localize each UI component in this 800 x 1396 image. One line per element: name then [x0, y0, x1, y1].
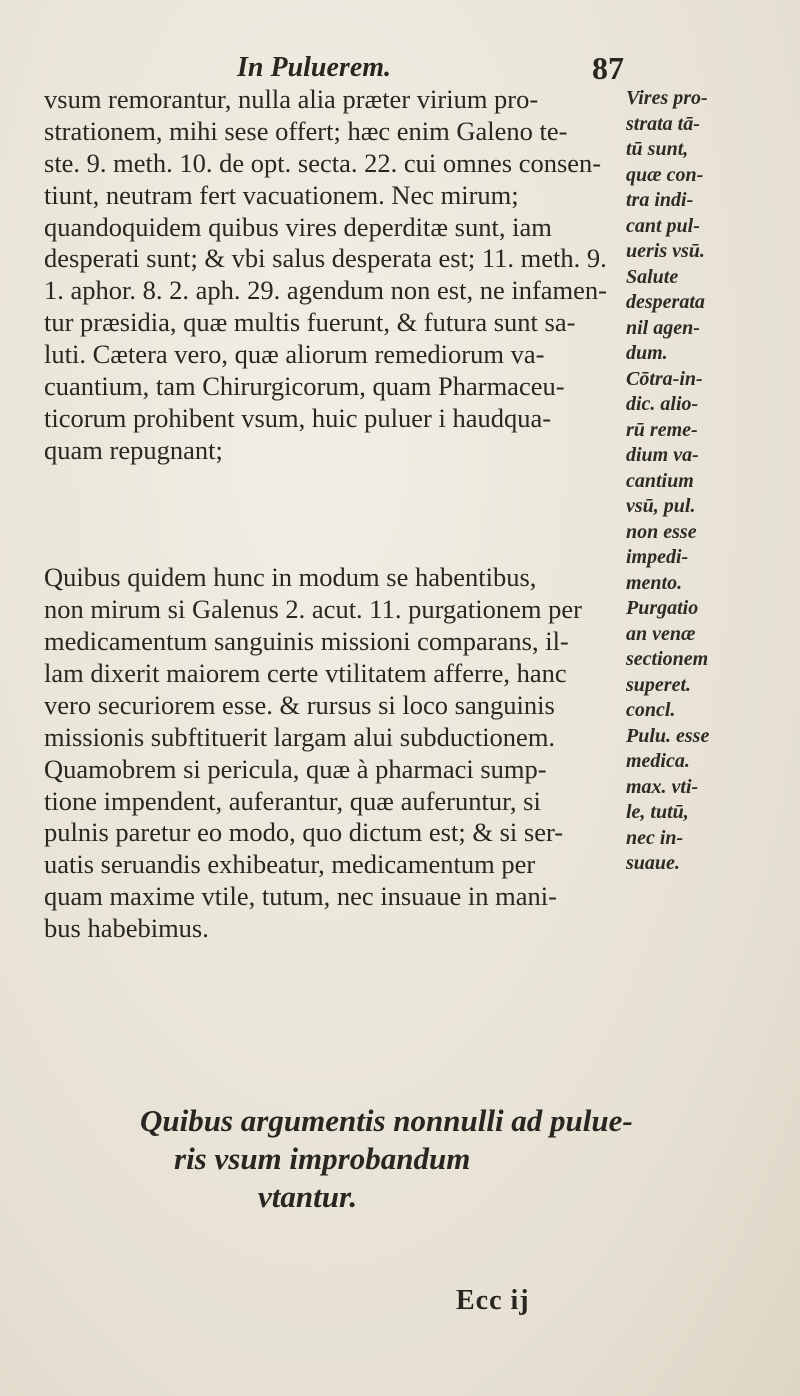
text-line: Quibus quidem hunc in modum se habentibus, — [44, 562, 537, 593]
margin-note-line: tū sunt, — [626, 138, 689, 160]
text-line: tur præsidia, quæ multis fuerunt, & futura sunt sa- — [44, 307, 576, 338]
margin-note-line: cantium — [626, 469, 694, 492]
heading-line: vtantur. — [258, 1179, 358, 1214]
margin-note-line: concl. — [626, 699, 676, 721]
blank-line — [44, 530, 624, 562]
main-text-column — [44, 84, 624, 945]
heading-line: ris vsum improbandum — [174, 1141, 471, 1176]
margin-note-line: suaue. — [626, 852, 680, 874]
text-line: desperati sunt; & vbi salus desperata est; 11. meth. 9. — [44, 243, 607, 274]
text-line: non mirum si Galenus 2. acut. 11. purgationem per — [44, 594, 582, 625]
text-line: Quamobrem si pericula, quæ à pharmaci sump- — [44, 753, 547, 784]
text-line: tione impendent, auferantur, quæ auferuntur, si — [44, 785, 541, 816]
margin-note-line: an venæ — [626, 622, 696, 645]
text-line: medicamentum sanguinis missioni comparans, il- — [44, 626, 569, 657]
margin-note-line: quæ con- — [626, 163, 704, 186]
text-line: missionis subftituerit largam alui subductionem. — [44, 721, 556, 752]
text-line: vsum remorantur, nulla alia præter virium pro- — [44, 84, 539, 114]
signature-mark: Ecc ij — [456, 1285, 530, 1316]
text-line: cuantium, tam Chirurgicorum, quam Pharmaceu- — [44, 371, 565, 402]
running-head: In Puluerem. — [237, 52, 392, 83]
margin-note-line: Vires pro- — [626, 87, 708, 109]
margin-note-line: mento. — [626, 571, 683, 594]
margin-note-line: max. vti- — [626, 775, 699, 798]
text-line: quam repugnant; — [44, 434, 223, 465]
text-line: vero securiorem esse. & rursus si loco sanguinis — [44, 689, 555, 720]
page-number: 87 — [592, 50, 624, 86]
margin-note-line: Cōtra-in- — [626, 367, 703, 390]
marginal-notes — [626, 86, 796, 877]
blank-line — [44, 467, 624, 499]
margin-note-line: ueris vsū. — [626, 240, 705, 262]
text-line: bus habebimus. — [44, 913, 209, 944]
text-line: pulnis paretur eo modo, quo dictum est; & si ser- — [44, 817, 564, 848]
text-line: quandoquidem quibus vires deperditæ sunt, iam — [44, 211, 552, 242]
margin-note-line: desperata — [626, 291, 705, 313]
margin-note-line: non esse — [626, 520, 697, 543]
text-line: strationem, mihi sese offert; hæc enim Galeno te- — [44, 115, 568, 146]
margin-note-line: dic. alio- — [626, 393, 699, 415]
margin-note-line: rū reme- — [626, 418, 698, 441]
margin-note-line: superet. — [626, 673, 691, 696]
blank-line — [44, 499, 624, 531]
margin-note-line: impedi- — [626, 546, 689, 568]
text-line: ticorum prohibent vsum, huic puluer i haudqua- — [44, 402, 552, 433]
text-line: uatis seruandis exhibeatur, medicamentum per — [44, 849, 536, 880]
text-line: luti. Cætera vero, quæ aliorum remediorum va- — [44, 339, 545, 370]
text-line: ste. 9. meth. 10. de opt. secta. 22. cui omnes consen- — [44, 147, 602, 178]
margin-note-line: tra indi- — [626, 189, 694, 211]
margin-note-line: sectionem — [626, 648, 709, 670]
margin-note-line: medica. — [626, 750, 690, 772]
text-line: quam maxime vtile, tutum, nec insuaue in mani- — [44, 881, 557, 912]
margin-note-line: nec in- — [626, 826, 684, 849]
margin-note-line: Purgatio — [626, 597, 699, 619]
margin-note-line: dum. — [626, 342, 668, 364]
margin-note-line: strata tā- — [626, 112, 700, 135]
margin-note-line: le, tutū, — [626, 801, 689, 823]
heading-line: Quibus argumentis nonnulli ad pulue- — [140, 1103, 633, 1138]
margin-note-line: Salute — [626, 265, 679, 288]
margin-note-line: cant pul- — [626, 214, 700, 237]
margin-note-line: dium va- — [626, 444, 699, 466]
text-line: lam dixerit maiorem certe vtilitatem afferre, hanc — [44, 658, 567, 689]
text-line: tiunt, neutram fert vacuationem. Nec mirum; — [44, 179, 519, 210]
margin-note-line: Pulu. esse — [626, 724, 710, 747]
section-heading — [140, 1102, 660, 1216]
margin-note-line: vsū, pul. — [626, 495, 696, 517]
text-line: 1. aphor. 8. 2. aph. 29. agendum non est, ne infamen- — [44, 275, 607, 306]
margin-note-line: nil agen- — [626, 316, 700, 339]
